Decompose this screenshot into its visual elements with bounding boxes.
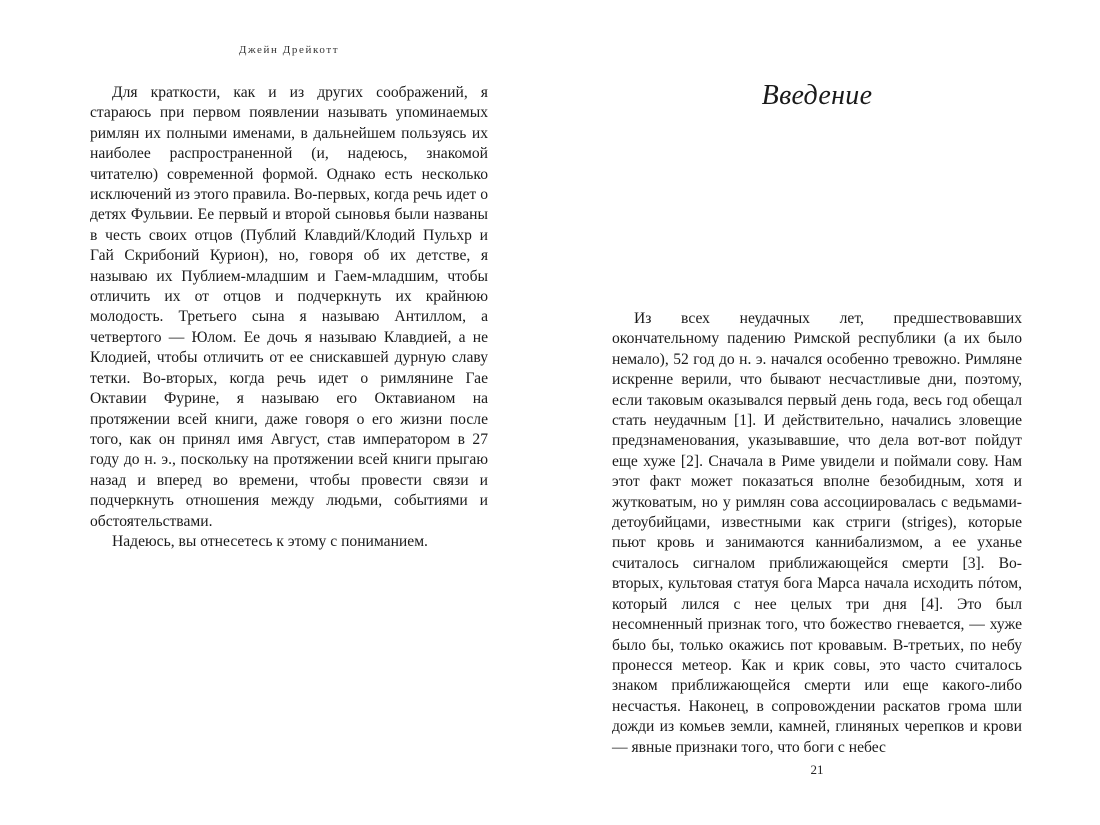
right-page-body — [612, 309, 1022, 758]
left-page-body — [90, 83, 488, 552]
body-paragraph: Из всех неудачных лет, предшествовавших окончательному падению Римской республики (а их было немало), 52 год до н. э. начался особенно тревожно. Римляне искренне верили, что бывают несчастливые дни, поэтому, если таковым оказывался первый день года, весь год обещал стать неудачным [1]. И действительно, начались зловещие предзнаменования, указывавшие, что дела вот-вот пойдут еще хуже [2]. Сначала в Риме увидели и поймали сову. Нам этот факт может показаться вполне безобидным, хотя и жутковатым, но у римлян сова ассоциировалась с ведьмами-детоубийцами, известными как стриги (striges), которые пьют кровь и занимаются каннибализмом, а ее уханье считалось сигналом приближающейся смерти [3]. Во-вторых, культовая статуя бога Марса начала исходить пóтом, который лился с нее целых три дня [4]. Это был несомненный признак того, что божество гневается, — хуже было бы, только окажись пот кровавым. В-третьих, по небу пронесся метеор. Как и крик совы, это часто считалось знаком приближающейся смерти или еще какого-либо несчастья. Наконец, в сопровождении раскатов грома шли дожди из комьев земли, камней, глиняных черепков и крови — явные признаки того, что боги с небес — [612, 310, 1022, 756]
page-number: 21 — [810, 762, 824, 777]
body-paragraph: Надеюсь, вы отнесетесь к этому с пониманием. — [112, 532, 428, 550]
right-page — [550, 0, 1100, 825]
body-paragraph: Для краткости, как и из других соображений, я стараюсь при первом появлении называть упоминаемых римлян их полными именами, в дальнейшем пользуясь их наиболее распространенной (и, надеюсь, знакомой читателю) современной формой. Однако есть несколько исключений из этого правила. Во-первых, когда речь идет о детях Фульвии. Ее первый и второй сыновья были названы в честь своих отцов (Публий Клавдий/Клодий Пульхр и Гай Скрибоний Курион), но, говоря об их детстве, я называю их Публием-младшим и Гаем-младшим, чтобы отличить их от отцов и подчеркнуть их крайнюю молодость. Третьего сына я называю Антиллом, а четвертого — Юлом. Ее дочь я называю Клавдией, а не Клодией, чтобы отличить от ее снискавшей дурную славу тетки. Во-вторых, когда речь идет о римлянине Гае Октавии Фурине, я называю его Октавианом на протяжении всей книги, даже говоря о его жизни после того, как он принял имя Август, став императором в 27 году до н. э., поскольку на протяжении всей книги прыгаю назад и вперед во времени, чтобы провести связи и подчеркнуть отношения между людьми, событиями и обстоятельствами. — [90, 84, 488, 530]
chapter-title: Введение — [761, 80, 873, 111]
running-head: Джейн Дрейкотт — [238, 44, 340, 56]
